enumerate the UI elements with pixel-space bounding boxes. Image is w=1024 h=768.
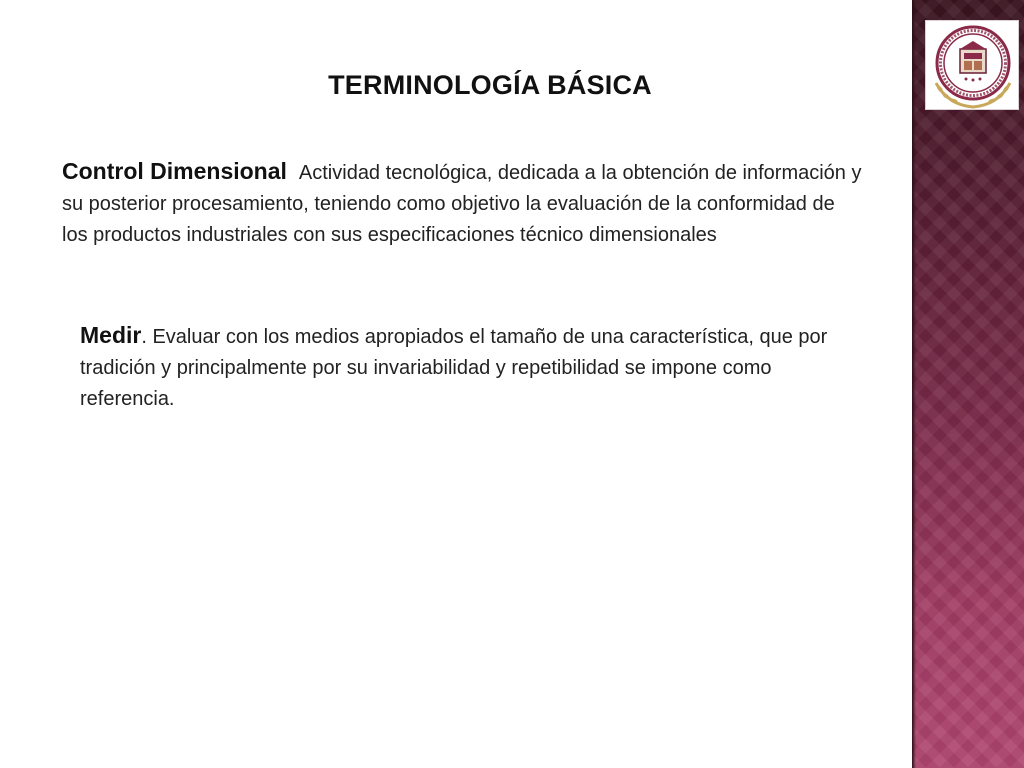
definition-control-dimensional bbox=[62, 156, 862, 251]
definition-separator: . bbox=[141, 326, 147, 348]
definition-term: Control Dimensional bbox=[62, 158, 287, 184]
side-decorative-band bbox=[912, 0, 1024, 768]
definition-text: Evaluar con los medios apropiados el tamaño de una característica, que por tradición y principalmente por su invariabilidad y repetibilidad se impone como referencia. bbox=[80, 326, 828, 410]
side-band-edge bbox=[912, 0, 916, 768]
definition-text: Actividad tecnológica, dedicada a la obtención de información y su posterior procesamiento, teniendo como objetivo la evaluación de la conformidad de los productos industriales con sus especificaciones técnico dimensionales bbox=[62, 162, 862, 246]
definition-term: Medir bbox=[80, 322, 142, 348]
definition-medir bbox=[80, 320, 870, 415]
slide-title: TERMINOLOGÍA BÁSICA bbox=[328, 70, 652, 100]
